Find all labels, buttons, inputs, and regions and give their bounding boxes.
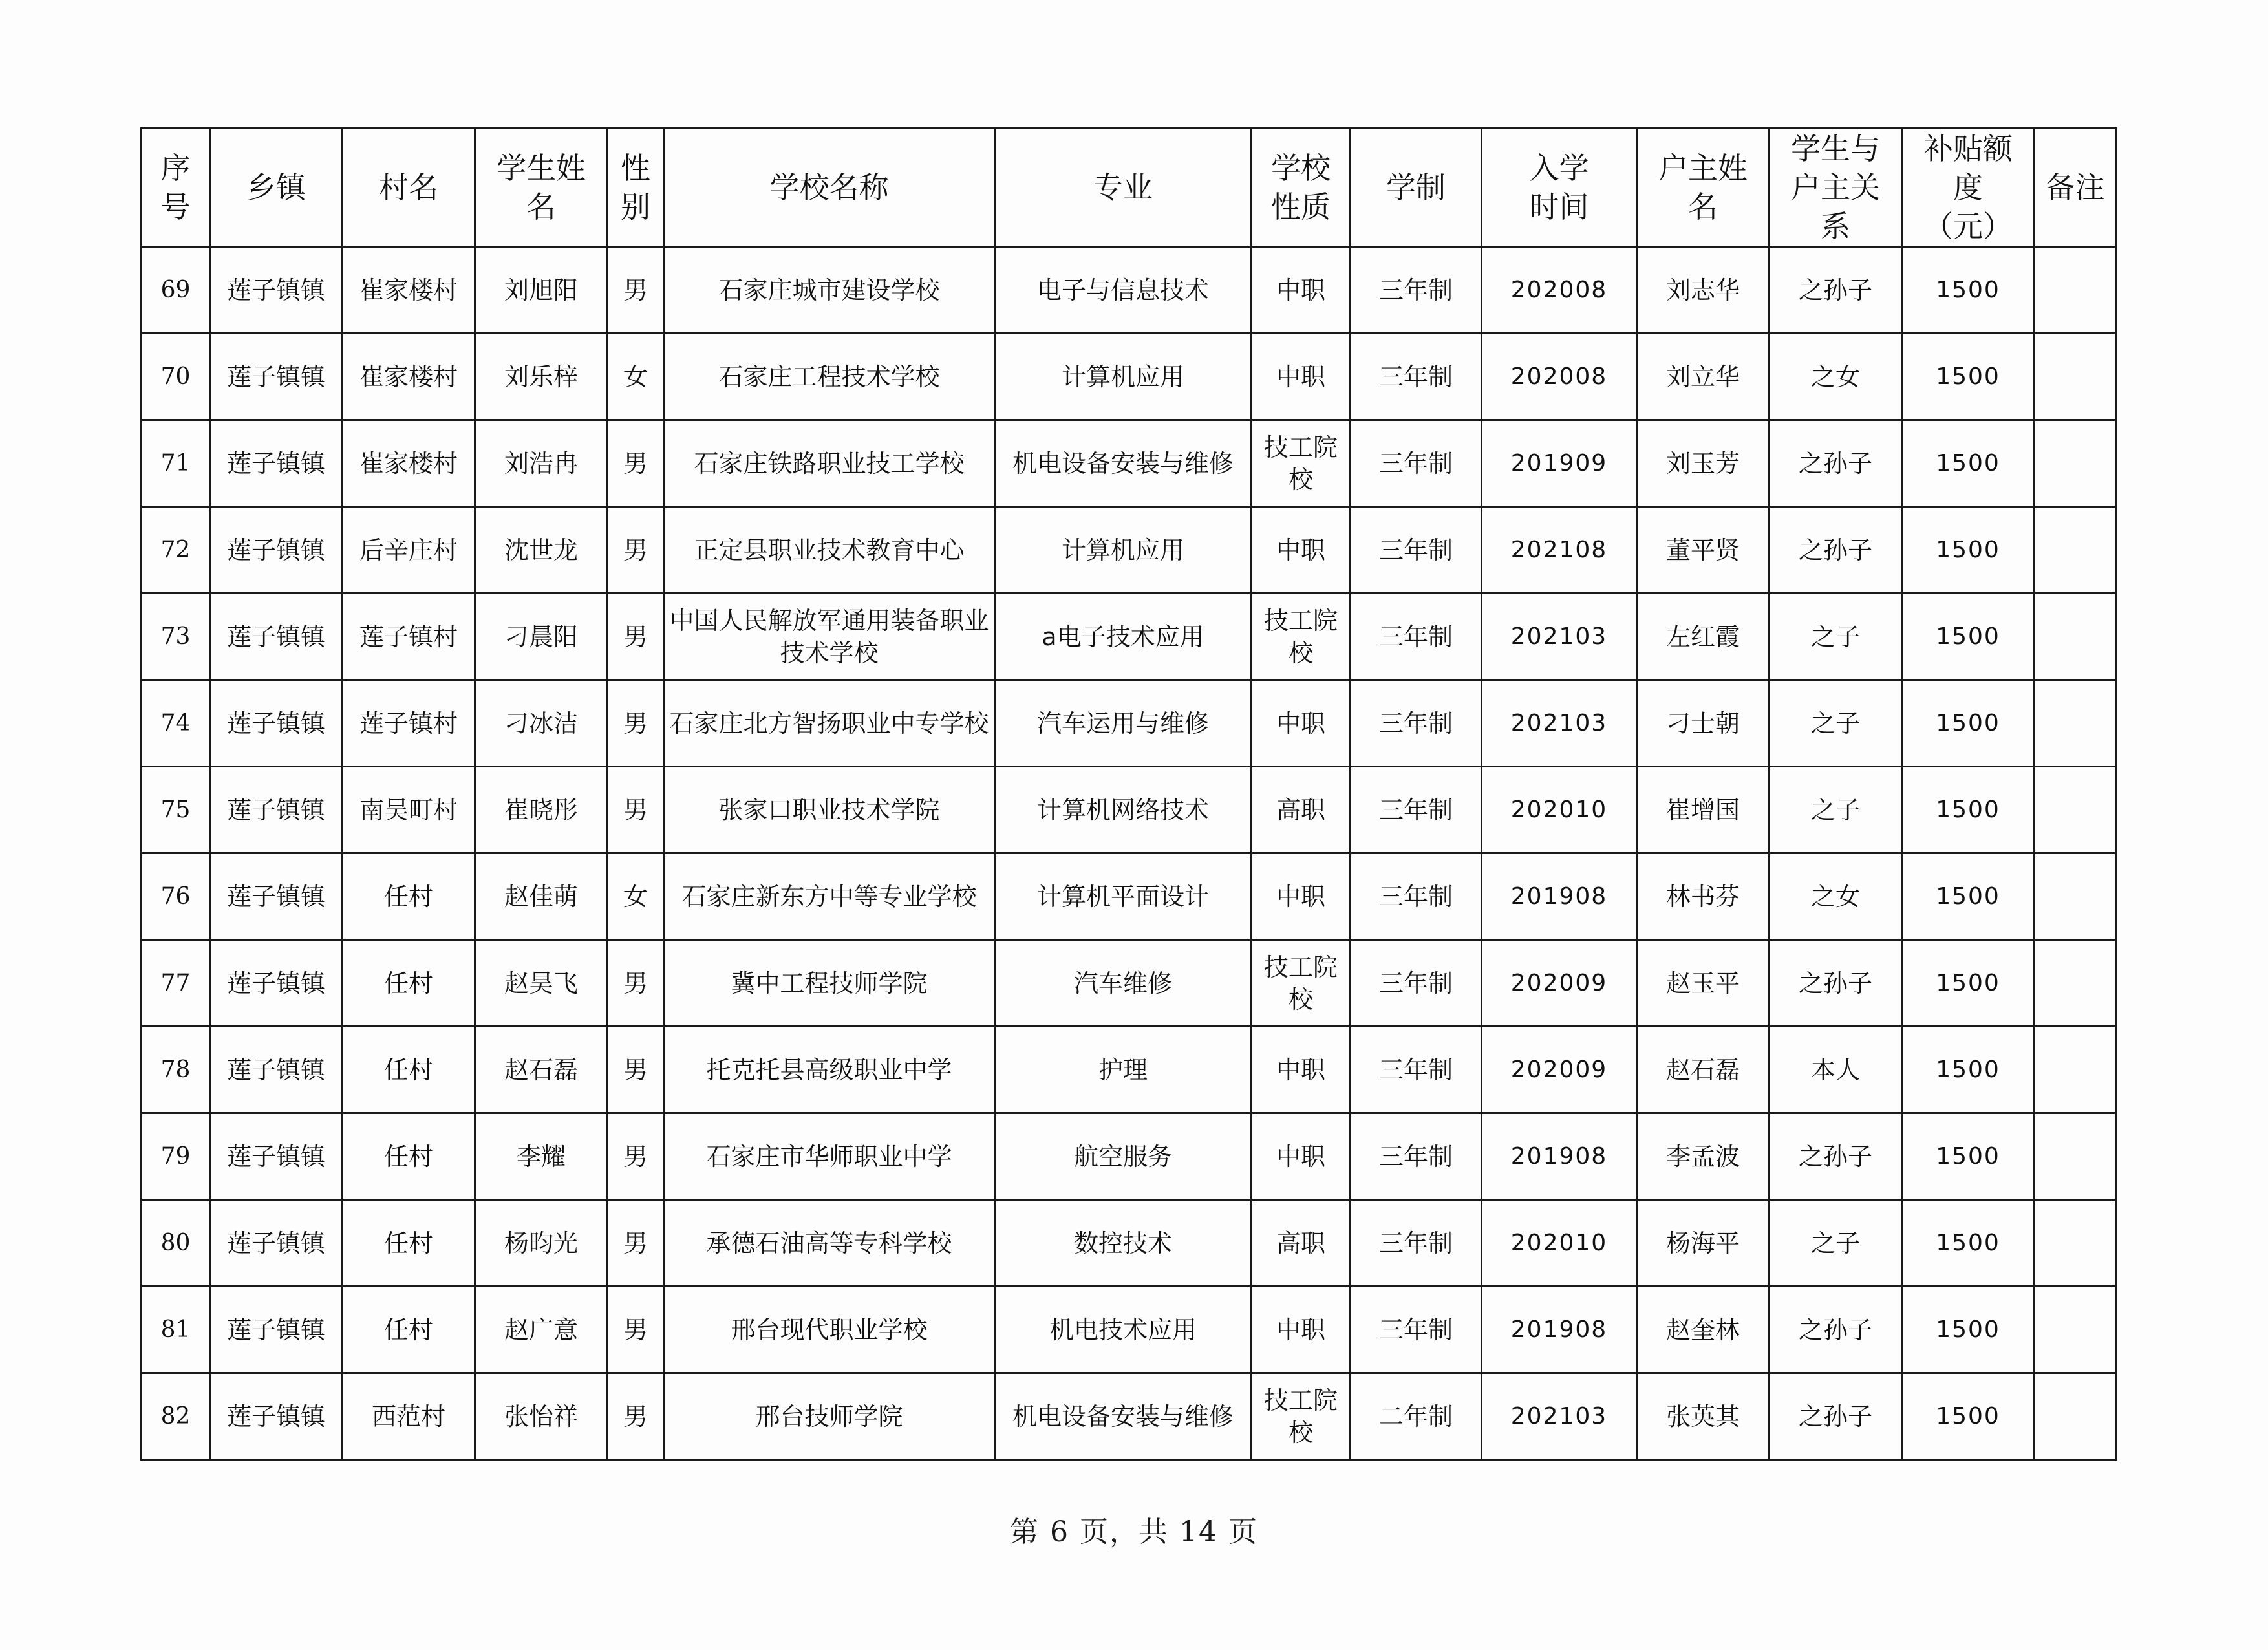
- cell-student-name: 赵广意: [475, 1287, 608, 1373]
- cell-student-name: 张怡祥: [475, 1373, 608, 1460]
- cell-school-type: 中职: [1252, 853, 1351, 940]
- cell-student-name: 刘旭阳: [475, 247, 608, 334]
- cell-student-name: 刘浩冉: [475, 420, 608, 507]
- cell-gender: 女: [608, 334, 664, 420]
- cell-subsidy-amount: 1500: [1902, 853, 2035, 940]
- header-gender: [608, 129, 664, 247]
- cell-village: 崔家楼村: [343, 334, 475, 420]
- cell-remarks: [2035, 767, 2116, 853]
- cell-duration: 三年制: [1351, 247, 1482, 334]
- cell-duration: 三年制: [1351, 420, 1482, 507]
- cell-village: 任村: [343, 1200, 475, 1287]
- cell-remarks: [2035, 334, 2116, 420]
- cell-relation: 之女: [1770, 334, 1902, 420]
- cell-householder-name: 刘玉芳: [1637, 420, 1770, 507]
- cell-seq: 72: [142, 507, 210, 594]
- cell-gender: 男: [608, 1113, 664, 1200]
- header-line: 学制: [1386, 170, 1446, 205]
- cell-school-name: 石家庄铁路职业技工学校: [664, 420, 995, 507]
- cell-duration: 三年制: [1351, 853, 1482, 940]
- cell-major: 机电设备安装与维修: [995, 1373, 1252, 1460]
- cell-householder-name: 左红霞: [1637, 594, 1770, 680]
- header-line: 系: [1821, 209, 1850, 244]
- cell-school-name: 中国人民解放军通用装备职业技术学校: [664, 594, 995, 680]
- cell-seq: 74: [142, 680, 210, 767]
- cell-student-name: 赵佳萌: [475, 853, 608, 940]
- cell-subsidy-amount: 1500: [1902, 1287, 2035, 1373]
- cell-school-name: 承德石油高等专科学校: [664, 1200, 995, 1287]
- cell-seq: 81: [142, 1287, 210, 1373]
- cell-subsidy-amount: 1500: [1902, 334, 2035, 420]
- cell-seq: 73: [142, 594, 210, 680]
- cell-township: 莲子镇镇: [210, 853, 343, 940]
- cell-seq: 80: [142, 1200, 210, 1287]
- cell-major: 计算机网络技术: [995, 767, 1252, 853]
- subsidy-roster-table: [140, 127, 2117, 1461]
- cell-gender: 男: [608, 507, 664, 594]
- cell-relation: 之孙子: [1770, 940, 1902, 1027]
- header-line: 学生姓: [497, 151, 586, 186]
- cell-enroll-date: 202108: [1482, 507, 1637, 594]
- cell-major: 汽车运用与维修: [995, 680, 1252, 767]
- table-row: [142, 1200, 2116, 1287]
- cell-township: 莲子镇镇: [210, 1113, 343, 1200]
- table-row: [142, 507, 2116, 594]
- header-line: 户主姓: [1658, 151, 1748, 186]
- cell-gender: 男: [608, 1373, 664, 1460]
- table-row: [142, 334, 2116, 420]
- cell-enroll-date: 201908: [1482, 1113, 1637, 1200]
- cell-major: 航空服务: [995, 1113, 1252, 1200]
- cell-school-name: 邢台技师学院: [664, 1373, 995, 1460]
- header-line: 专业: [1093, 170, 1153, 205]
- header-enroll-date: [1482, 129, 1637, 247]
- cell-duration: 三年制: [1351, 507, 1482, 594]
- table-row: [142, 594, 2116, 680]
- cell-relation: 之孙子: [1770, 247, 1902, 334]
- cell-seq: 77: [142, 940, 210, 1027]
- header-line: 乡镇: [246, 170, 306, 205]
- cell-householder-name: 张英其: [1637, 1373, 1770, 1460]
- header-line: 学校名称: [769, 170, 889, 205]
- cell-student-name: 赵石磊: [475, 1027, 608, 1113]
- cell-student-name: 崔晓彤: [475, 767, 608, 853]
- cell-school-name: 石家庄新东方中等专业学校: [664, 853, 995, 940]
- table-row: [142, 853, 2116, 940]
- table-body: [142, 247, 2116, 1460]
- table-row: [142, 767, 2116, 853]
- cell-school-name: 托克托县高级职业中学: [664, 1027, 995, 1113]
- cell-township: 莲子镇镇: [210, 334, 343, 420]
- header-line: （元）: [1923, 209, 2013, 244]
- cell-householder-name: 李孟波: [1637, 1113, 1770, 1200]
- cell-seq: 82: [142, 1373, 210, 1460]
- cell-gender: 男: [608, 940, 664, 1027]
- cell-village: 崔家楼村: [343, 420, 475, 507]
- cell-school-type: 中职: [1252, 334, 1351, 420]
- table-row: [142, 1373, 2116, 1460]
- cell-major: 计算机平面设计: [995, 853, 1252, 940]
- cell-duration: 三年制: [1351, 1027, 1482, 1113]
- cell-enroll-date: 201908: [1482, 1287, 1637, 1373]
- cell-major: 数控技术: [995, 1200, 1252, 1287]
- cell-village: 西范村: [343, 1373, 475, 1460]
- header-line: 性质: [1271, 189, 1331, 224]
- cell-householder-name: 崔增国: [1637, 767, 1770, 853]
- cell-school-type: 中职: [1252, 1027, 1351, 1113]
- cell-school-name: 石家庄工程技术学校: [664, 334, 995, 420]
- cell-gender: 男: [608, 247, 664, 334]
- cell-householder-name: 杨海平: [1637, 1200, 1770, 1287]
- table-row: [142, 1027, 2116, 1113]
- cell-village: 莲子镇村: [343, 594, 475, 680]
- cell-duration: 三年制: [1351, 594, 1482, 680]
- header-line: 补贴额: [1923, 131, 2013, 166]
- cell-major: 机电技术应用: [995, 1287, 1252, 1373]
- header-line: 别: [621, 189, 650, 224]
- header-school-name: [664, 129, 995, 247]
- cell-school-name: 石家庄市华师职业中学: [664, 1113, 995, 1200]
- cell-enroll-date: 202009: [1482, 1027, 1637, 1113]
- header-line: 名: [526, 189, 556, 224]
- header-village: [343, 129, 475, 247]
- cell-major: 汽车维修: [995, 940, 1252, 1027]
- cell-duration: 三年制: [1351, 767, 1482, 853]
- cell-householder-name: 刘志华: [1637, 247, 1770, 334]
- cell-relation: 之子: [1770, 594, 1902, 680]
- cell-relation: 之孙子: [1770, 1287, 1902, 1373]
- cell-enroll-date: 202103: [1482, 1373, 1637, 1460]
- cell-township: 莲子镇镇: [210, 1287, 343, 1373]
- cell-township: 莲子镇镇: [210, 680, 343, 767]
- cell-enroll-date: 202010: [1482, 767, 1637, 853]
- header-line: 性: [621, 151, 650, 186]
- header-householder-name: [1637, 129, 1770, 247]
- header-seq: [142, 129, 210, 247]
- cell-householder-name: 刁士朝: [1637, 680, 1770, 767]
- cell-duration: 三年制: [1351, 1113, 1482, 1200]
- cell-remarks: [2035, 1373, 2116, 1460]
- cell-village: 任村: [343, 1113, 475, 1200]
- header-township: [210, 129, 343, 247]
- cell-householder-name: 刘立华: [1637, 334, 1770, 420]
- cell-seq: 71: [142, 420, 210, 507]
- cell-relation: 之子: [1770, 680, 1902, 767]
- page-footer: 第 6 页，共 14 页: [1010, 1516, 1258, 1548]
- cell-subsidy-amount: 1500: [1902, 420, 2035, 507]
- cell-seq: 75: [142, 767, 210, 853]
- cell-remarks: [2035, 420, 2116, 507]
- cell-subsidy-amount: 1500: [1902, 1373, 2035, 1460]
- cell-enroll-date: 202103: [1482, 680, 1637, 767]
- cell-duration: 三年制: [1351, 1200, 1482, 1287]
- cell-enroll-date: 201909: [1482, 420, 1637, 507]
- cell-subsidy-amount: 1500: [1902, 680, 2035, 767]
- cell-school-name: 正定县职业技术教育中心: [664, 507, 995, 594]
- cell-subsidy-amount: 1500: [1902, 594, 2035, 680]
- cell-enroll-date: 202010: [1482, 1200, 1637, 1287]
- cell-school-name: 邢台现代职业学校: [664, 1287, 995, 1373]
- cell-remarks: [2035, 594, 2116, 680]
- cell-school-type: 中职: [1252, 680, 1351, 767]
- cell-school-name: 冀中工程技师学院: [664, 940, 995, 1027]
- cell-village: 莲子镇村: [343, 680, 475, 767]
- cell-duration: 三年制: [1351, 334, 1482, 420]
- cell-student-name: 赵昊飞: [475, 940, 608, 1027]
- cell-student-name: 刁晨阳: [475, 594, 608, 680]
- cell-subsidy-amount: 1500: [1902, 507, 2035, 594]
- cell-remarks: [2035, 507, 2116, 594]
- cell-gender: 女: [608, 853, 664, 940]
- cell-school-type: 技工院校: [1252, 1373, 1351, 1460]
- table-header-row: [142, 129, 2116, 247]
- cell-duration: 三年制: [1351, 1287, 1482, 1373]
- header-relation: [1770, 129, 1902, 247]
- cell-enroll-date: 202008: [1482, 247, 1637, 334]
- cell-township: 莲子镇镇: [210, 767, 343, 853]
- cell-subsidy-amount: 1500: [1902, 1200, 2035, 1287]
- table-row: [142, 247, 2116, 334]
- cell-village: 南吴町村: [343, 767, 475, 853]
- cell-school-type: 中职: [1252, 1113, 1351, 1200]
- cell-remarks: [2035, 1200, 2116, 1287]
- cell-township: 莲子镇镇: [210, 940, 343, 1027]
- cell-gender: 男: [608, 680, 664, 767]
- cell-village: 任村: [343, 853, 475, 940]
- cell-student-name: 刘乐梓: [475, 334, 608, 420]
- cell-major: 护理: [995, 1027, 1252, 1113]
- cell-student-name: 李耀: [475, 1113, 608, 1200]
- cell-duration: 二年制: [1351, 1373, 1482, 1460]
- cell-township: 莲子镇镇: [210, 247, 343, 334]
- header-line: 号: [160, 189, 191, 224]
- header-line: 学校: [1271, 151, 1331, 186]
- cell-school-type: 中职: [1252, 247, 1351, 334]
- cell-remarks: [2035, 1287, 2116, 1373]
- cell-seq: 78: [142, 1027, 210, 1113]
- cell-gender: 男: [608, 594, 664, 680]
- cell-township: 莲子镇镇: [210, 507, 343, 594]
- cell-relation: 之孙子: [1770, 507, 1902, 594]
- header-line: 备注: [2045, 170, 2105, 205]
- table-row: [142, 1113, 2116, 1200]
- cell-remarks: [2035, 1027, 2116, 1113]
- header-school-type: [1252, 129, 1351, 247]
- cell-seq: 70: [142, 334, 210, 420]
- cell-major: 计算机应用: [995, 507, 1252, 594]
- cell-enroll-date: 202008: [1482, 334, 1637, 420]
- cell-school-name: 石家庄城市建设学校: [664, 247, 995, 334]
- header-subsidy-amount: [1902, 129, 2035, 247]
- cell-gender: 男: [608, 1200, 664, 1287]
- cell-seq: 69: [142, 247, 210, 334]
- header-line: 户主关: [1791, 170, 1880, 205]
- table-row: [142, 940, 2116, 1027]
- header-student-name: [475, 129, 608, 247]
- cell-school-type: 高职: [1252, 767, 1351, 853]
- cell-householder-name: 赵玉平: [1637, 940, 1770, 1027]
- cell-school-type: 中职: [1252, 1287, 1351, 1373]
- cell-relation: 之孙子: [1770, 420, 1902, 507]
- cell-township: 莲子镇镇: [210, 1373, 343, 1460]
- header-line: 序: [160, 151, 191, 186]
- cell-gender: 男: [608, 420, 664, 507]
- cell-major: 电子与信息技术: [995, 247, 1252, 334]
- cell-school-type: 高职: [1252, 1200, 1351, 1287]
- cell-enroll-date: 201908: [1482, 853, 1637, 940]
- cell-subsidy-amount: 1500: [1902, 1113, 2035, 1200]
- cell-school-name: 石家庄北方智扬职业中专学校: [664, 680, 995, 767]
- cell-remarks: [2035, 853, 2116, 940]
- cell-village: 任村: [343, 1027, 475, 1113]
- cell-relation: 之孙子: [1770, 1373, 1902, 1460]
- cell-enroll-date: 202103: [1482, 594, 1637, 680]
- cell-school-name: 张家口职业技术学院: [664, 767, 995, 853]
- table-row: [142, 420, 2116, 507]
- cell-subsidy-amount: 1500: [1902, 940, 2035, 1027]
- cell-householder-name: 赵奎林: [1637, 1287, 1770, 1373]
- cell-relation: 之孙子: [1770, 1113, 1902, 1200]
- cell-gender: 男: [608, 1027, 664, 1113]
- header-duration: [1351, 129, 1482, 247]
- cell-school-type: 技工院校: [1252, 940, 1351, 1027]
- cell-school-type: 技工院校: [1252, 594, 1351, 680]
- cell-gender: 男: [608, 767, 664, 853]
- table-row: [142, 680, 2116, 767]
- cell-school-type: 技工院校: [1252, 420, 1351, 507]
- cell-duration: 三年制: [1351, 680, 1482, 767]
- cell-duration: 三年制: [1351, 940, 1482, 1027]
- cell-village: 后辛庄村: [343, 507, 475, 594]
- cell-seq: 76: [142, 853, 210, 940]
- header-line: 时间: [1529, 189, 1589, 224]
- cell-seq: 79: [142, 1113, 210, 1200]
- cell-remarks: [2035, 1113, 2116, 1200]
- header-line: 名: [1688, 189, 1718, 224]
- cell-township: 莲子镇镇: [210, 420, 343, 507]
- cell-enroll-date: 202009: [1482, 940, 1637, 1027]
- cell-township: 莲子镇镇: [210, 594, 343, 680]
- cell-subsidy-amount: 1500: [1902, 1027, 2035, 1113]
- table-row: [142, 1287, 2116, 1373]
- header-line: 入学: [1529, 151, 1589, 186]
- cell-householder-name: 林书芬: [1637, 853, 1770, 940]
- cell-major: a电子技术应用: [995, 594, 1252, 680]
- cell-relation: 之女: [1770, 853, 1902, 940]
- cell-householder-name: 董平贤: [1637, 507, 1770, 594]
- cell-township: 莲子镇镇: [210, 1027, 343, 1113]
- cell-student-name: 沈世龙: [475, 507, 608, 594]
- cell-school-type: 中职: [1252, 507, 1351, 594]
- header-major: [995, 129, 1252, 247]
- cell-gender: 男: [608, 1287, 664, 1373]
- cell-householder-name: 赵石磊: [1637, 1027, 1770, 1113]
- cell-major: 计算机应用: [995, 334, 1252, 420]
- header-remarks: [2035, 129, 2116, 247]
- cell-remarks: [2035, 940, 2116, 1027]
- header-line: 度: [1953, 170, 1983, 205]
- cell-student-name: 杨昀光: [475, 1200, 608, 1287]
- cell-student-name: 刁冰洁: [475, 680, 608, 767]
- cell-remarks: [2035, 247, 2116, 334]
- header-line: 学生与: [1791, 131, 1880, 166]
- cell-village: 崔家楼村: [343, 247, 475, 334]
- cell-subsidy-amount: 1500: [1902, 767, 2035, 853]
- cell-remarks: [2035, 680, 2116, 767]
- cell-village: 任村: [343, 1287, 475, 1373]
- cell-major: 机电设备安装与维修: [995, 420, 1252, 507]
- cell-subsidy-amount: 1500: [1902, 247, 2035, 334]
- cell-relation: 之子: [1770, 767, 1902, 853]
- cell-village: 任村: [343, 940, 475, 1027]
- cell-relation: 本人: [1770, 1027, 1902, 1113]
- cell-relation: 之子: [1770, 1200, 1902, 1287]
- cell-township: 莲子镇镇: [210, 1200, 343, 1287]
- header-line: 村名: [379, 170, 438, 205]
